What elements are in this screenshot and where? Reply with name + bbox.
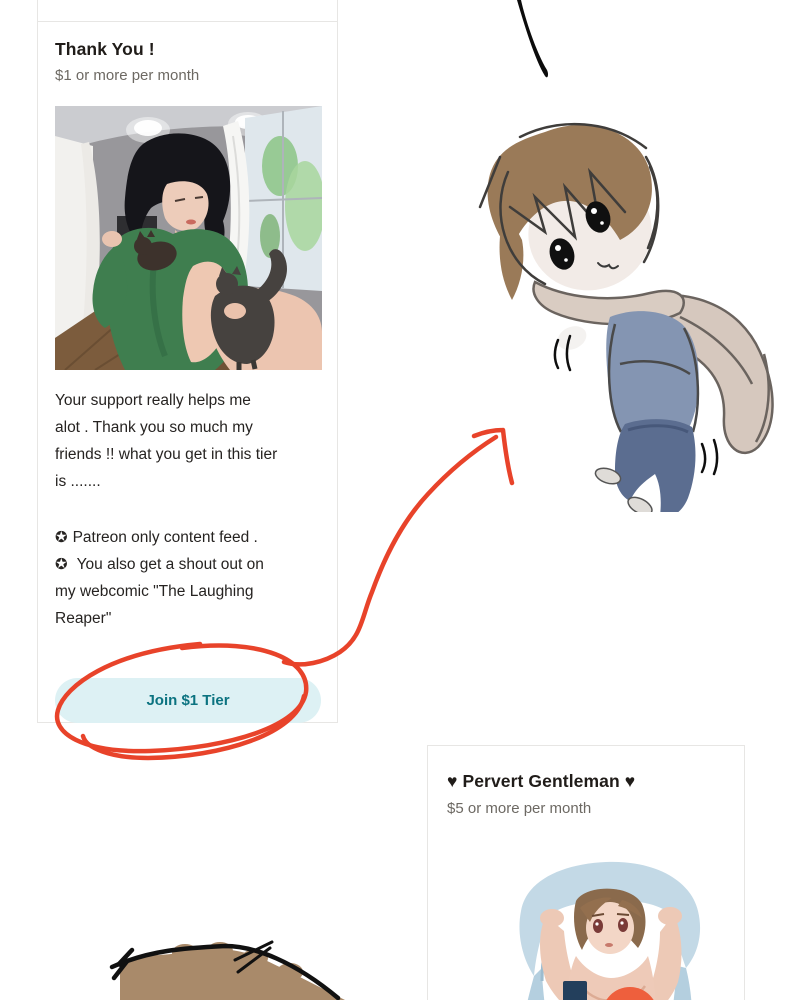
tier1-price: $1 or more per month — [55, 67, 200, 84]
perk-text-continuation: Reaper" — [55, 610, 112, 627]
tier1-title: Thank You ! — [55, 39, 155, 59]
star-bullet-icon: ✪ — [55, 529, 68, 546]
description-line: is ....... — [55, 473, 101, 490]
card-top-divider — [38, 21, 337, 22]
red-arrow-head — [474, 430, 512, 483]
tier1-description — [55, 387, 331, 495]
perk-text: You also get a shout out on — [72, 556, 264, 573]
perk-item — [55, 551, 331, 578]
perk-text: Patreon only content feed . — [72, 529, 258, 546]
tier2-price: $5 or more per month — [447, 800, 592, 817]
chibi-character-drawing — [450, 112, 799, 512]
motion-marks — [555, 336, 717, 474]
tier-card-2 — [427, 745, 745, 1000]
tier1-image-girl-with-cats — [55, 106, 322, 370]
star-bullet-icon: ✪ — [55, 556, 68, 573]
tier1-perks — [55, 524, 331, 632]
tier2-title: ♥ Pervert Gentleman ♥ — [447, 771, 636, 791]
description-line: friends !! what you get in this tier — [55, 446, 278, 463]
tier-card-1 — [37, 0, 338, 723]
perk-text-continuation: my webcomic "The Laughing — [55, 583, 254, 600]
perk-item — [55, 524, 331, 551]
sketch-stroke-top — [508, 0, 558, 85]
description-line: alot . Thank you so much my — [55, 419, 253, 436]
join-tier1-button[interactable]: Join $1 Tier — [55, 678, 321, 723]
chibi-head-drawing-bottom — [90, 920, 360, 1000]
tier2-image-girl-with-towel — [446, 856, 746, 1000]
description-line: Your support really helps me — [55, 392, 251, 409]
